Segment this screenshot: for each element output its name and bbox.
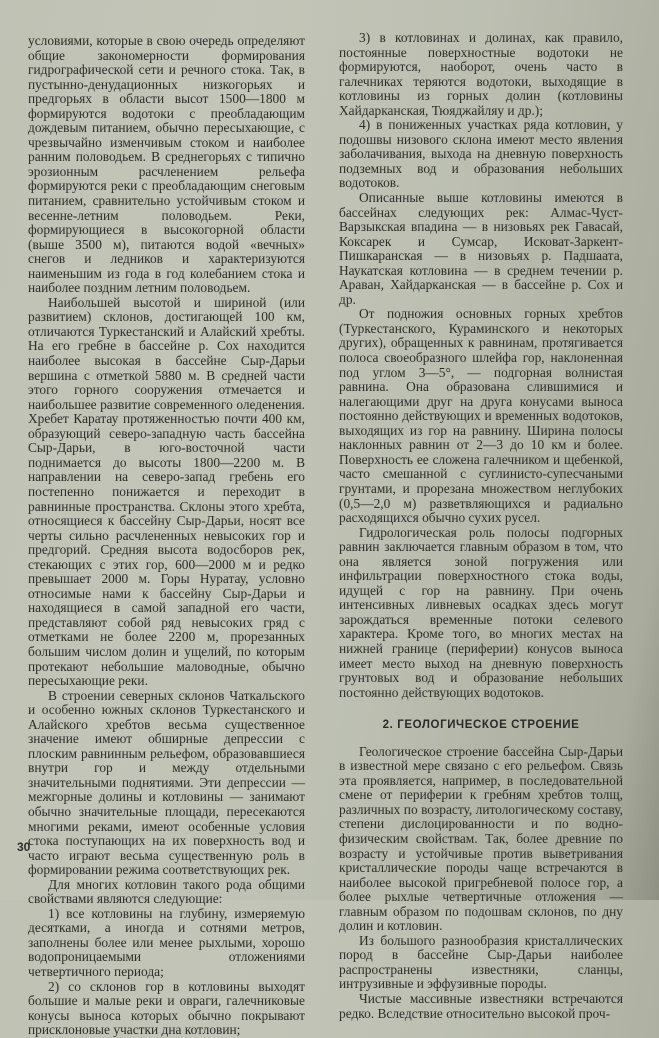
paragraph: условиями, которые в свою очередь определяют общие закономерности формирования гидрографической сети и речного стока. Так, в пустынно-денудационных низкогорьях и предгорьях в области высот 1500—1800 м формируются водотоки с преобладающим дождевым питанием, обычно пересыхающие, с чрезвычайно изменчивым стоком и наиболее ранним половодьем. В среднегорьях с типично эрозионным расчленением рельефа формируются реки с преобладающим снеговым питанием, сравнительно устойчивым стоком и весенне-летним половодьем. Реки, формирующиеся в высокогорной области (выше 3500 м), питаются водой «вечных» снегов и ледников и характеризуются наименьшим из года в год колебанием стока и наиболее поздним летним половодьем.	[28, 33, 305, 296]
paragraph: Для многих котловин такого рода общими свойствами являются следующие:	[28, 876, 305, 907]
paragraph: Из большого разнообразия кристаллических пород в бассейне Сыр-Дарьи наиболее распространены известняки, сланцы, интрузивные и эффузивные породы.	[339, 932, 623, 992]
paragraph: Чистые массивные известняки встречаются редко. Вследствие относительно высокой проч-	[339, 991, 623, 1021]
list-item: 3) в котловинах и долинах, как правило, постоянные поверхностные водотоки не формируются, наоборот, очень часто в галечниках теряются водотоки, выходящие в котловины из горных долин (котловины Хайдарканская, Тюяджайляу и др.);	[339, 30, 623, 118]
paragraph: От подножия основных горных хребтов (Туркестанского, Кураминского и некоторых других), обращенных к равнинам, протягивается полоса своеобразного шлейфа гор, наклоненная под углом 3—5°, — подгорная волнистая равнина. Она образована слившимися и налегающими друг на друга конусами выноса постоянно действующих и временных водотоков, выходящих из гор на равнину. Ширина полосы наклонных равнин от 2—3 до 10 км и более. Поверхность ее сложена галечником и щебенкой, часто смешанной с суглинисто-супесчаными грунтами, и прорезана множеством неглубоких (0,5—2,0 м) разветвляющихся и радиально расходящихся обычно сухих русел.	[339, 306, 623, 526]
list-item: 2) со склонов гор в котловины выходят большие и малые реки и овраги, галечниковые конусы выноса которых обычно покрывают присклоновые участки дна котловин;	[28, 978, 305, 1038]
paragraph: Описанные выше котловины имеются в бассейнах следующих рек: Алмас-Чуст-Варзыкская впадина — в низовьях рек Гавасай, Коксарек и Сумсар, Исковат-Заркент-Пишкаранская — в низовьях р. Падшаата, Наукатская котловина — в среднем течении р. Араван, Хайдарканская — в бассейне р. Сох и др.	[339, 190, 623, 307]
list-item: 4) в пониженных участках ряда котловин, у подошвы низового склона имеют место явления заболачивания, выхода на дневную поверхность подземных вод и образования небольших водотоков.	[339, 117, 623, 191]
section-heading: 2. ГЕОЛОГИЧЕСКОЕ СТРОЕНИЕ	[382, 719, 580, 732]
paragraph: Наибольшей высотой и шириной (или развитием) склонов, достигающей 100 км, отличаются Туркестанский и Алайский хребты. На его гребне в бассейне р. Сох находится наиболее высокая в бассейне Сыр-Дарьи вершина с отметкой 5880 м. В средней части этого горного сооружения отмечается и наибольшее развитие современного оледенения. Хребет Каратау протяженностью почти 400 км, образующий северо-западную часть бассейна Сыр-Дарьи, в юго-восточной части поднимается до высоты 1800—2200 м. В направлении на северо-запад гребень его постепенно понижается и переходит в равнинные пространства. Склоны этого хребта, относящиеся к бассейну Сыр-Дарьи, носят все черты сильно расчлененных невысоких гор и предгорий. Средняя высота водосборов рек, стекающих с этих гор, 600—2000 м и редко превышает 2000 м. Горы Нуратау, условно относимые нами к бассейну Сыр-Дарьи и находящиеся в самой западной его части, представляют собой ряд невысоких гряд с отметками не более 2200 м, прорезанных большим числом долин и ущелий, по которым протекают небольшие маловодные, обычно пересыхающие реки.	[28, 294, 305, 689]
right-column	[339, 31, 623, 1021]
paragraph: Геологическое строение бассейна Сыр-Дарьи в известной мере связано с его рельефом. Связь эта проявляется, например, в последовательной смене от периферии к гребням хребтов толщ, различных по возрасту, литологическому составу, степени дислоцированности и по водно-физическим свойствам. Так, более древние по возрасту и устойчивые против выветривания кристаллические породы чаще встречаются в наиболее высокой пригребневой полосе гор, а более рыхлые четвертичные отложения — главным образом по подошвам склонов, по дну долин и котловин.	[339, 743, 623, 934]
left-column	[28, 34, 305, 1038]
page-number: 30	[17, 840, 31, 854]
paragraph: Гидрологическая роль полосы подгорных равнин заключается главным образом в том, что она является зоной погружения или инфильтрации поверхностного стока воды, идущей с гор на равнину. При очень интенсивных ливневых осадках здесь могут зарождаться временные потоки селевого характера. Кроме того, во многих местах на нижней границе (периферии) конусов выноса имеет место выход на дневную поверхность грунтовых вод и образование небольших постоянно действующих водотоков.	[339, 524, 623, 700]
list-item: 1) все котловины на глубину, измеряемую десятками, а иногда и сотнями метров, заполнены более или менее рыхлыми, хорошо водопроницаемыми отложениями четвертичного периода;	[28, 905, 305, 979]
paragraph: В строении северных склонов Чаткальского и особенно южных склонов Туркестанского и Алайского хребтов весьма существенное значение имеют обширные депрессии с плоским равнинным рельефом, образовавшиеся внутри гор и между отдельными значительными поднятиями. Эти депрессии — межгорные долины и котловины — занимают обычно значительные площади, пересекаются многими реками, имеют особенные условия стока поступающих на их поверхность вод и часто играют весьма существенную роль в формировании режима соответствующих рек.	[28, 687, 305, 878]
